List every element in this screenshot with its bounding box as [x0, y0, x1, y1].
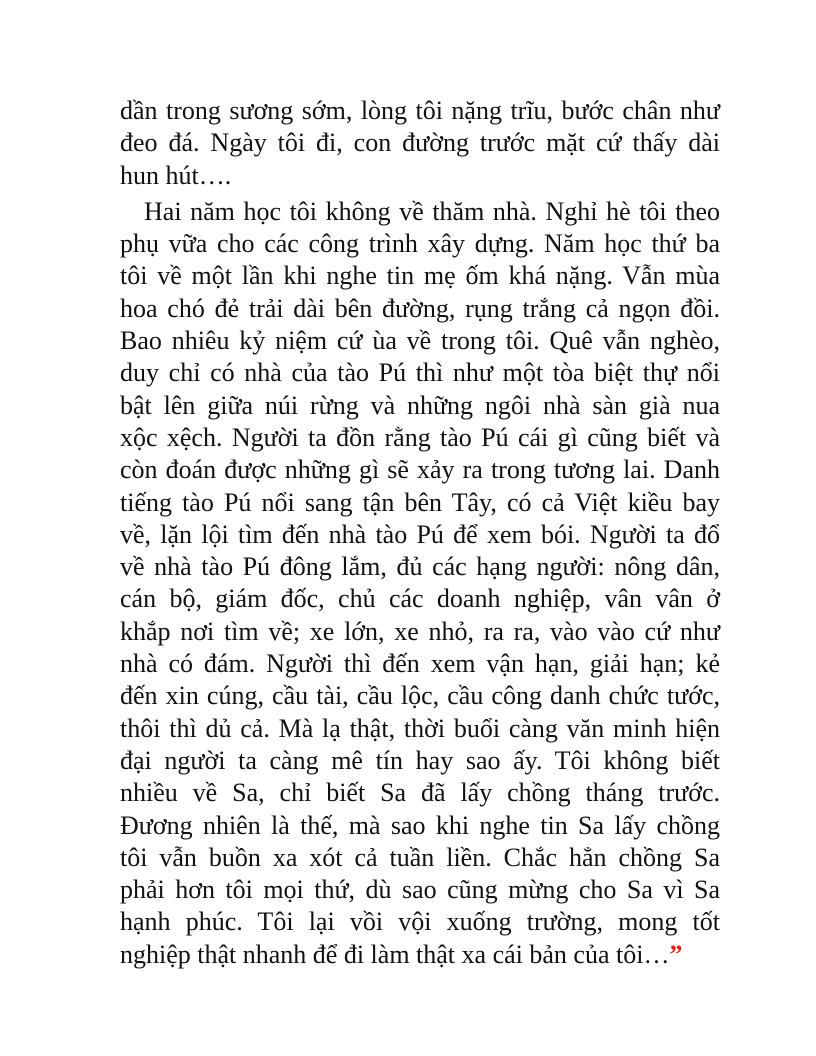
text-line: hoa chó đẻ trải dài bên đường, rụng trắng cả ngọn đồi.: [120, 293, 720, 323]
text-line: tiếng tào Pú nổi sang tận bên Tây, có cả Việt kiều bay: [120, 487, 720, 517]
text-line: tôi về một lần khi nghe tin mẹ ốm khá nặng. Vẫn mùa: [120, 261, 720, 291]
text-line: duy chỉ có nhà của tào Pú thì như một tòa biệt thự nổi: [120, 358, 720, 388]
text-line: về nhà tào Pú đông lắm, đủ các hạng người: nông dân,: [120, 552, 720, 582]
text-line: cán bộ, giám đốc, chủ các doanh nghiệp, vân vân ở: [120, 584, 720, 614]
text-line: Hai năm học tôi không về thăm nhà. Nghỉ hè tôi theo: [144, 196, 720, 226]
text-line: Đương nhiên là thế, mà sao khi nghe tin Sa lấy chồng: [120, 810, 720, 840]
text-line: đến xin cúng, cầu tài, cầu lộc, cầu công danh chức tước,: [120, 681, 720, 711]
closing-quote-mark: ”: [669, 939, 683, 969]
text-line-final: [120, 939, 720, 971]
text-line: hun hút….: [120, 160, 232, 190]
text-line: bật lên giữa núi rừng và những ngôi nhà sàn già nua: [120, 390, 720, 420]
text-line: phụ vữa cho các công trình xây dựng. Năm học thứ ba: [120, 229, 720, 259]
paragraph-1: [120, 95, 720, 192]
final-line-text: nghiệp thật nhanh để đi làm thật xa cái bản của tôi…: [120, 939, 670, 969]
text-line: còn đoán được những gì sẽ xảy ra trong tương lai. Danh: [120, 455, 720, 485]
paragraph-2: [120, 196, 720, 971]
text-line: đeo đá. Ngày tôi đi, con đường trước mặt cứ thấy dài: [120, 128, 720, 158]
text-line: nhà có đám. Người thì đến xem vận hạn, giải hạn; kẻ: [120, 649, 720, 679]
text-line: xộc xệch. Người ta đồn rằng tào Pú cái gì cũng biết và: [120, 422, 720, 452]
text-line: khắp nơi tìm về; xe lớn, xe nhỏ, ra ra, vào vào cứ như: [120, 616, 720, 646]
text-line: Bao nhiêu kỷ niệm cứ ùa về trong tôi. Quê vẫn nghèo,: [120, 326, 720, 356]
text-line: về, lặn lội tìm đến nhà tào Pú để xem bói. Người ta đổ: [120, 519, 720, 549]
text-line: đại người ta càng mê tín hay sao ấy. Tôi không biết: [120, 745, 720, 775]
text-line: dần trong sương sớm, lòng tôi nặng trĩu, bước chân như: [120, 96, 720, 125]
text-line: thôi thì dủ cả. Mà lạ thật, thời buổi càng văn minh hiện: [120, 713, 720, 743]
text-line: nhiều về Sa, chỉ biết Sa đã lấy chồng tháng trước.: [120, 778, 720, 808]
text-line: tôi vẫn buồn xa xót cả tuần liền. Chắc hẳn chồng Sa: [120, 842, 720, 872]
text-line: hạnh phúc. Tôi lại vồi vội xuống trường, mong tốt: [120, 907, 720, 937]
text-line: phải hơn tôi mọi thứ, dù sao cũng mừng cho Sa vì Sa: [120, 875, 720, 905]
document-page: [120, 95, 720, 971]
